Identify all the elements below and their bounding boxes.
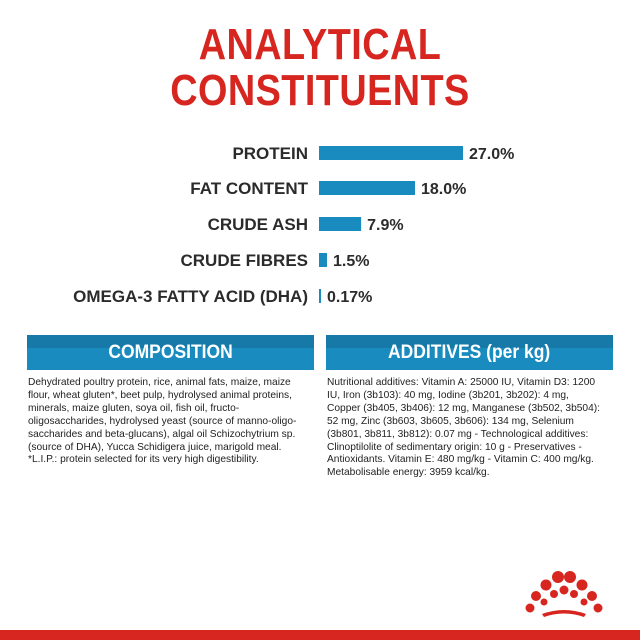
- value-label: 27.0%: [469, 146, 515, 163]
- category-label: PROTEIN: [232, 144, 308, 163]
- value-label: 7.9%: [367, 217, 404, 234]
- bar-crude-fibres: [319, 253, 327, 267]
- value-label: 0.17%: [327, 289, 373, 306]
- composition-header: [27, 335, 314, 370]
- bar-fat-content: [319, 181, 415, 195]
- composition-heading: COMPOSITION: [108, 341, 233, 363]
- bar-omega-3-fatty-acid-dha: [319, 289, 321, 303]
- category-label: OMEGA-3 FATTY ACID (DHA): [73, 287, 308, 306]
- composition-text: Dehydrated poultry protein, rice, animal fats, maize, maize flour, wheat gluten*, beet pulp, hydrolysed animal proteins, minerals, maize gluten, soya oil, fish oil, fructo-oligosaccharides, hydrolysed yeast (source of manno-oligo-saccharides and beta-glucans), algal oil Schizochytrium sp. (source of DHA), Yucca Schidigera juice, marigold meal. *L.I.P.: protein selected for its very high digestibility.: [28, 377, 297, 466]
- category-label: CRUDE FIBRES: [180, 251, 308, 270]
- category-label: CRUDE ASH: [207, 215, 308, 234]
- bar-crude-ash: [319, 217, 361, 231]
- category-label: FAT CONTENT: [190, 179, 308, 198]
- additives-header: [326, 335, 613, 370]
- footer-stripe: [0, 630, 640, 640]
- value-label: 1.5%: [333, 253, 370, 270]
- additives-heading: ADDITIVES (per kg): [388, 341, 551, 363]
- page-title-line-1: ANALYTICAL: [198, 20, 442, 69]
- value-label: 18.0%: [421, 181, 467, 198]
- crown-icon: [522, 568, 606, 618]
- additives-text: Nutritional additives: Vitamin A: 25000 IU, Vitamin D3: 1200 IU, Iron (3b103): 40 mg, Iodine (3b201, 3b202): 4 mg, Copper (3b405, 3b406): 12 mg, Manganese (3b502, 3b504): 52 mg, Zinc (3b603, 3b605, 3b606): 134 mg, Selenium (3b801, 3b811, 3b812): 0.07 mg - Technological additives: Clinoptilolite of sedimentary origin: 10 g - Preservatives - Antioxidants. Vitamin E: 480 mg/kg - Vitamin C: 400 mg/kg. Metabolisable energy: 3959 kcal/kg.: [327, 377, 600, 479]
- page-title-line-2: CONSTITUENTS: [170, 66, 470, 115]
- bar-protein: [319, 146, 463, 160]
